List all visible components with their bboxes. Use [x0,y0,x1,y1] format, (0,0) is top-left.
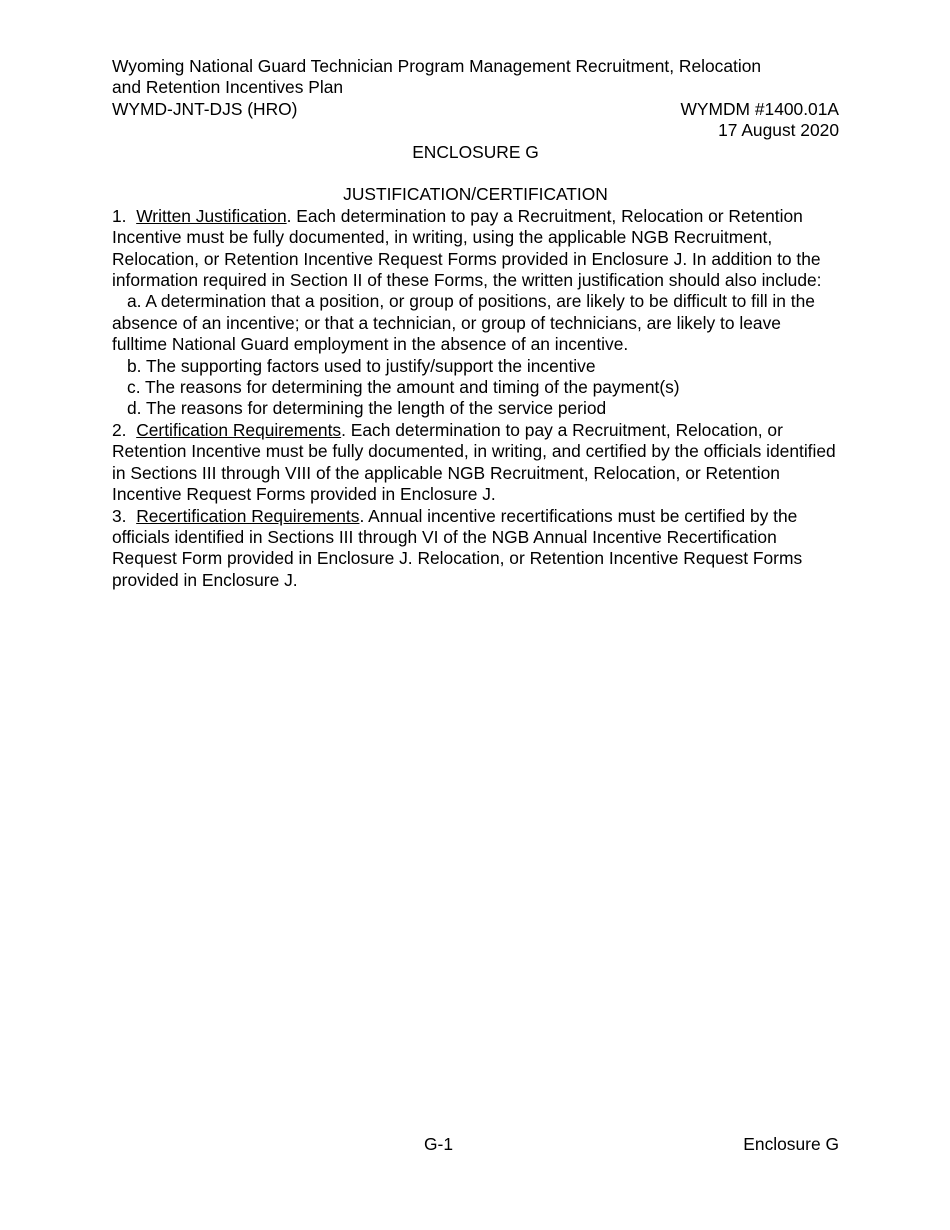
header-doc-number: WYMDM #1400.01A [680,98,839,119]
subitem-a: a. A determination that a position, or group of positions, are likely to be difficult to fill in the absence of an incentive; or that a technician, or group of technicians, are likely to leave fulltime National Guard employment in the absence of an incentive. [112,291,815,355]
header-title-line-2: and Retention Incentives Plan [112,77,344,98]
paragraph-2-heading: Certification Requirements [136,419,342,440]
enclosure-title: ENCLOSURE G [412,141,539,162]
paragraph-2 [112,420,839,506]
document-header [112,56,839,142]
page-footer [112,1134,839,1156]
header-title-line-1: Wyoming National Guard Technician Program Management Recruitment, Relocation [112,56,762,76]
subitem-d: d. The reasons for determining the length of the service period [127,398,607,419]
subitem-c: c. The reasons for determining the amount and timing of the payment(s) [127,377,680,398]
paragraph-3-number: 3. [112,505,127,526]
paragraph-3-text: . Annual incentive recertifications must be certified by the officials identified in Sections III through VI of the NGB Annual Incentive Recertification Request Form provided in Enclosure J. Relocation, or Retention Incentive Request Forms provided in Enclosure J. [112,505,803,590]
paragraph-1-heading: Written Justification [136,205,287,226]
header-office: WYMD-JNT-DJS (HRO) [112,98,298,119]
subitem-b: b. The supporting factors used to justify/support the incentive [127,355,596,376]
paragraph-1 [112,206,839,292]
footer-enclosure-label: Enclosure G [743,1134,839,1154]
paragraph-1-number: 1. [112,205,127,226]
header-office-row [112,99,839,120]
footer-page-number: G-1 [424,1134,453,1154]
section-title: JUSTIFICATION/CERTIFICATION [343,184,608,205]
header-date: 17 August 2020 [718,120,839,141]
document-page [112,56,839,591]
paragraph-3 [112,506,839,592]
paragraph-2-number: 2. [112,419,127,440]
paragraph-3-heading: Recertification Requirements [136,505,360,526]
paragraph-1-text: . Each determination to pay a Recruitment, Relocation or Retention Incentive must be fully documented, in writing, using the applicable NGB Recruitment, Relocation, or Retention Incentive Request Forms provided in Enclosure J. In addition to the information required in Section II of these Forms, the written justification should also include: [112,205,822,291]
paragraph-2-text: . Each determination to pay a Recruitment, Relocation, or Retention Incentive must be fully documented, in writing, and certified by the officials identified in Sections III through VIII of the applicable NGB Recruitment, Relocation, or Retention Incentive Request Forms provided in Enclosure J. [112,419,836,505]
